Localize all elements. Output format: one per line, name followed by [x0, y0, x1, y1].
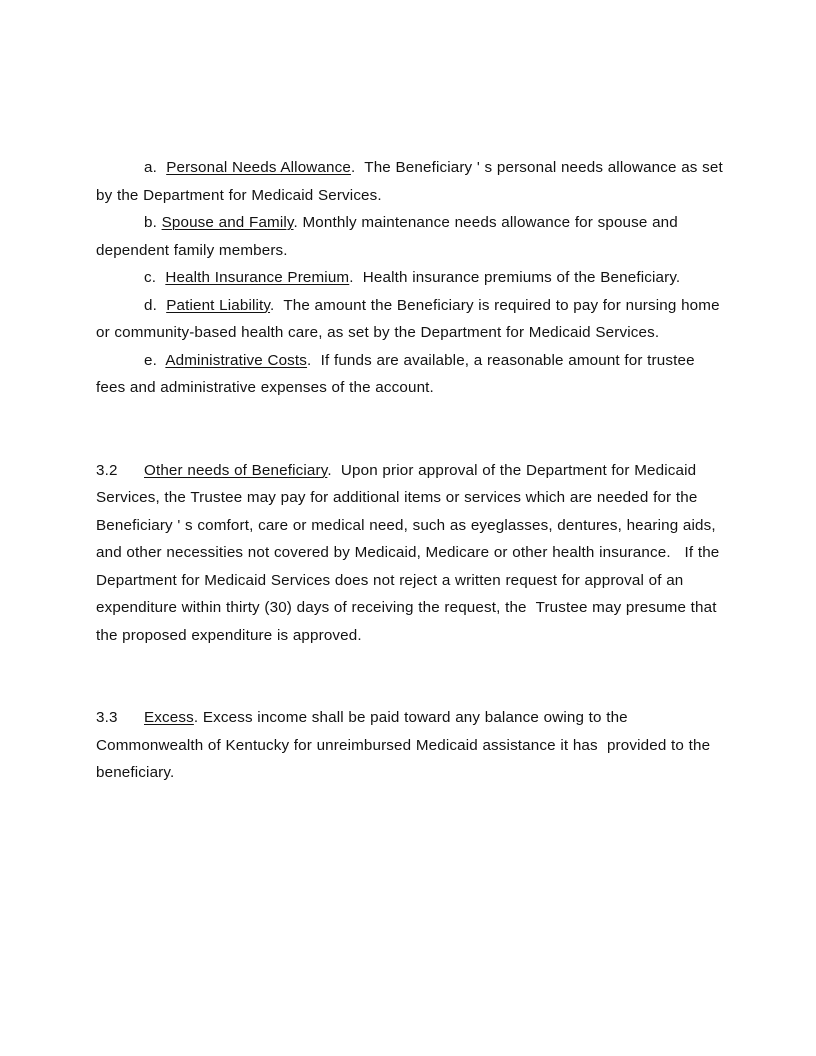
section-body: . Upon prior approval of the Department for Medicaid Services, the Trustee may pay for additional items or services which are needed for the Beneficiary ' s comfort, care or medical need, such as eyeglasses, dentures, hearing aids, and other necessities not covered by Medicaid, Medicare or other health insurance. If the Department for Medicaid Services does not reject a written request for approval of an expenditure within thirty (30) days of receiving the request, the Trustee may presume that the proposed expenditure is approved. [96, 461, 725, 644]
list-item [96, 154, 728, 209]
list-item-label-spacing [157, 297, 166, 314]
list-item-label: d. [144, 296, 157, 314]
list-item [96, 292, 724, 347]
run-in-heading: Personal Needs Allowance [166, 159, 351, 176]
list-item-label: c. [144, 269, 157, 286]
list-item-label: a. [144, 159, 157, 176]
list-item-label-spacing [156, 269, 165, 286]
run-in-heading: Health Insurance Premium [165, 269, 350, 286]
list-item-body: . The amount the Beneficiary is required to pay for nursing home or community-based health care, as set by the Department for Medicaid Services. [96, 296, 725, 341]
section-body: . Excess income shall be paid toward any balance owing to the Commonwealth of Kentucky for unreimbursed Medicaid assistance it has provided to the beneficiary. [96, 709, 715, 781]
section-paragraph [96, 704, 724, 787]
run-in-heading: Administrative Costs [165, 351, 308, 369]
section-paragraph [96, 457, 724, 650]
list-item [96, 264, 724, 292]
list-item-label: e. [144, 351, 157, 369]
list-item-body: . Monthly maintenance needs allowance for spouse and dependent family members. [96, 214, 683, 259]
list-item [96, 209, 724, 264]
section-number: 3.3 [96, 709, 118, 726]
list-item-body: . The Beneficiary ' s personal needs allowance as set by the Department for Medicaid Services. [96, 159, 728, 204]
list-item-label-spacing [157, 159, 166, 176]
run-in-heading: Excess [144, 709, 194, 726]
section-number: 3.2 [96, 461, 118, 479]
run-in-heading: Spouse and Family [161, 214, 294, 231]
list-item-body: . If funds are available, a reasonable amount for trustee fees and administrative expenses of the account. [96, 351, 700, 396]
list-item-label: b. [144, 214, 157, 231]
list-item-body: . Health insurance premiums of the Beneficiary. [349, 269, 681, 286]
list-item [96, 347, 724, 402]
document-text-body [96, 154, 728, 787]
run-in-heading: Patient Liability [166, 296, 271, 314]
run-in-heading: Other needs of Beneficiary [144, 461, 328, 479]
